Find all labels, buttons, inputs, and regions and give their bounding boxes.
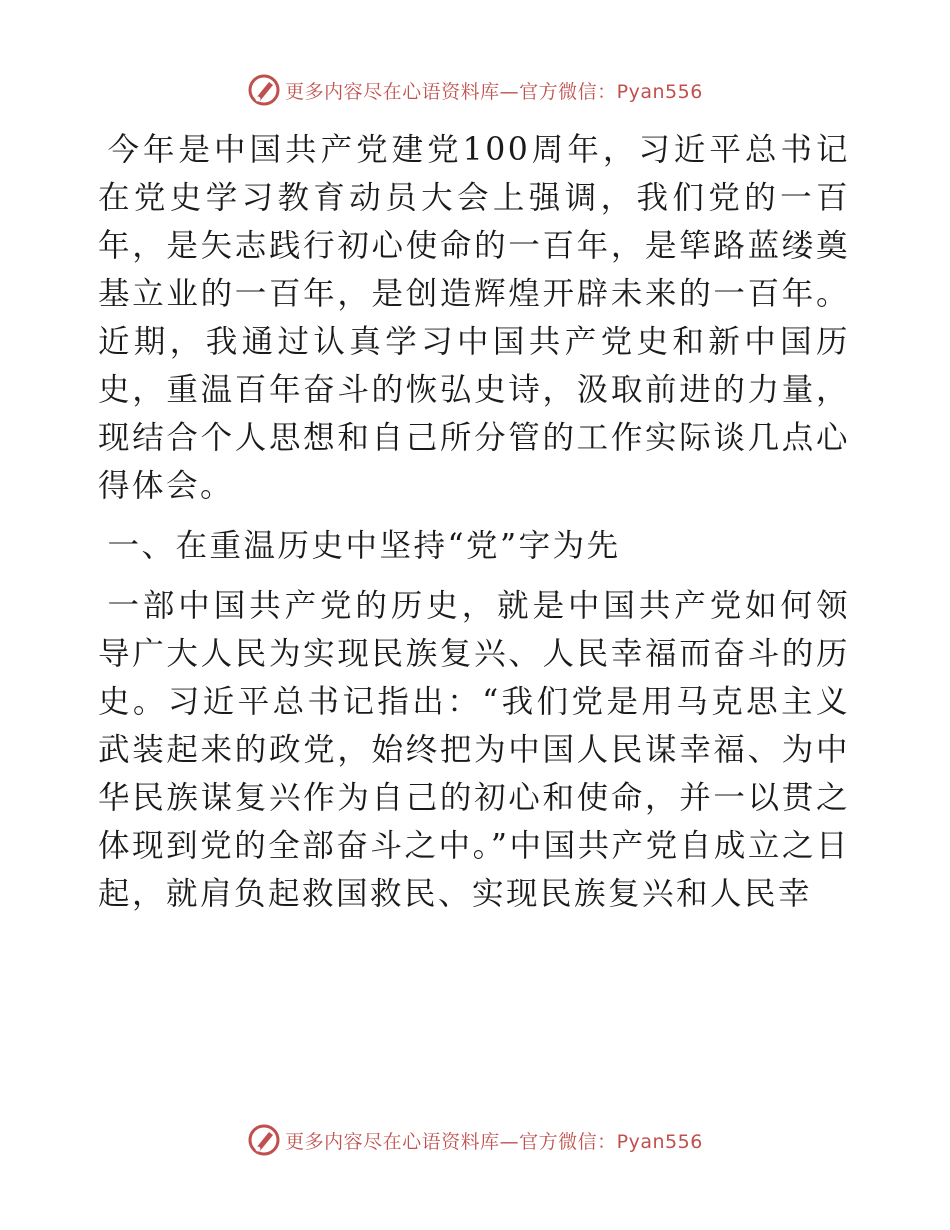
footer-watermark-banner <box>0 1120 950 1160</box>
header-watermark-banner <box>0 70 950 110</box>
footer-banner-text: 更多内容尽在心语资料库—官方微信：Pyan556 <box>285 1130 703 1153</box>
header-banner-text: 更多内容尽在心语资料库—官方微信：Pyan556 <box>285 80 703 103</box>
document-body <box>98 126 850 918</box>
section-heading: 一、在重温历史中坚持“党”字为先 <box>107 528 621 564</box>
intro-paragraph: 今年是中国共产党建党100周年，习近平总书记在党史学习教育动员大会上强调，我们党的一百年，是矢志践行初心使命的一百年，是筚路蓝缕奠基立业的一百年，是创造辉煌开辟未来的一百年。近期，我通过认真学习中国共产党史和新中国历史，重温百年奋斗的恢弘史诗，汲取前进的力量，现结合个人思想和自己所分管的工作实际谈几点心得体会。 <box>98 132 850 504</box>
pen-logo-icon <box>247 1123 281 1157</box>
pen-logo-icon <box>247 73 281 107</box>
section-paragraph: 一部中国共产党的历史，就是中国共产党如何领导广大人民为实现民族复兴、人民幸福而奋斗的历史。习近平总书记指出：“我们党是用马克思主义武装起来的政党，始终把为中国人民谋幸福、为中华民族谋复兴作为自己的初心和使命，并一以贯之体现到党的全部奋斗之中。”中国共产党自成立之日起，就肩负起救国救民、实现民族复兴和人民幸 <box>98 588 850 912</box>
